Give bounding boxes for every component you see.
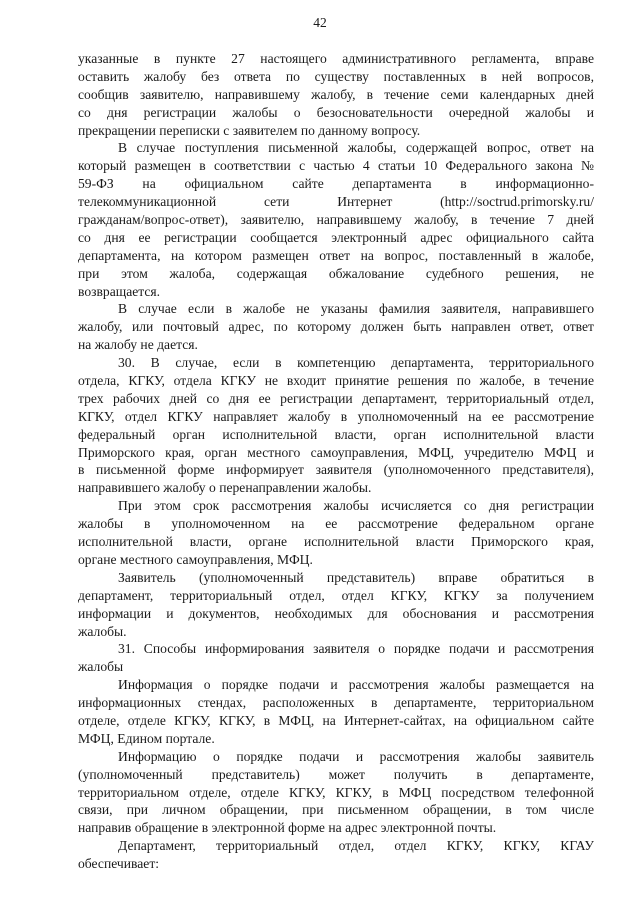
text-line: жалобы: [78, 659, 124, 675]
text-line: департамент, территориальный отдел, отдел КГКУ, КГКУ за получением: [78, 587, 594, 603]
text-line: который размещен в соответствии с частью 4 статьи 10 Федерального закона №: [78, 158, 594, 174]
text-line: обеспечивает:: [78, 856, 160, 872]
text-line: Приморского края, орган местного самоуправления, МФЦ, учредителю МФЦ и: [78, 444, 594, 460]
text-line: информационных стендах, расположенных в департаменте, территориальном: [78, 695, 594, 711]
text-line: федеральный орган исполнительной власти, орган исполнительной власти: [78, 426, 594, 442]
text-line: 30. В случае, если в компетенцию департамента, территориального: [118, 355, 594, 371]
text-line: Информация о порядке подачи и рассмотрения жалобы размещается на: [118, 677, 594, 693]
text-line: В случае если в жалобе не указаны фамилия заявителя, направившего: [118, 301, 594, 317]
text-line: сообщив заявителю, направившему жалобу, в течение семи календарных дней: [78, 86, 594, 102]
text-line: 31. Способы информирования заявителя о порядке подачи и рассмотрения: [118, 641, 594, 657]
document-body: [78, 50, 594, 873]
text-line: связи, при личном обращении, при письменном обращении, в том числе: [78, 802, 594, 818]
text-line: указанные в пункте 27 настоящего административного регламента, вправе: [78, 51, 594, 66]
text-line: прекращении переписки с заявителем по данному вопросу.: [78, 122, 421, 138]
text-line: При этом срок рассмотрения жалобы исчисляется со дня регистрации: [118, 498, 594, 514]
text-line: гражданам/вопрос-ответ), заявителю, направившему жалобу, в течение 7 дней: [78, 212, 594, 228]
text-line: возвращается.: [78, 283, 161, 299]
text-line: (уполномоченный представитель) может получить в департаменте,: [78, 766, 594, 782]
text-line: В случае поступления письменной жалобы, содержащей вопрос, ответ на: [118, 140, 594, 156]
text-line: КГКУ, отдел КГКУ направляет жалобу в уполномоченный на ее рассмотрение: [78, 408, 594, 424]
text-line: при этом жалоба, содержащая обжалование судебного решения, не: [78, 265, 594, 281]
page-number: 42: [313, 15, 327, 30]
text-line: со дня регистрации жалобы о безосновательности очередной жалобы и: [78, 104, 594, 120]
text-line: со дня ее регистрации сообщается электронный адрес официального сайта: [78, 229, 594, 245]
text-line: информации и документов, необходимых для обоснования и рассмотрения: [78, 605, 594, 621]
text-line: МФЦ, Едином портале.: [78, 730, 215, 746]
text-line: в письменной форме информирует заявителя (уполномоченного представителя),: [78, 462, 594, 478]
text-line: жалобы.: [78, 623, 127, 639]
text-line: трех рабочих дней со дня ее регистрации департамент, территориальный отдел,: [78, 390, 594, 406]
text-line: 59-ФЗ на официальном сайте департамента в информационно-: [78, 176, 594, 192]
text-line: Заявитель (уполномоченный представитель) вправе обратиться в: [118, 569, 594, 585]
text-line: органе местного самоуправления, МФЦ.: [78, 551, 313, 567]
text-line: жалобы в уполномоченном на ее рассмотрение федеральном органе: [78, 516, 594, 532]
text-line: территориальном отделе, отделе КГКУ, КГКУ, в МФЦ посредством телефонной: [78, 784, 594, 800]
text-line: исполнительной власти, органе исполнительной власти Приморского края,: [78, 534, 594, 550]
text-line: на жалобу не дается.: [78, 337, 198, 353]
text-line: Информацию о порядке подачи и рассмотрения жалобы заявитель: [118, 748, 594, 764]
text-line: оставить жалобу без ответа по существу поставленных в ней вопросов,: [78, 68, 594, 84]
text-line: Департамент, территориальный отдел, отдел КГКУ, КГКУ, КГАУ: [118, 838, 594, 854]
text-line: направившего жалобу о перенаправлении жалобы.: [78, 480, 372, 496]
text-line: направив обращение в электронной форме на адрес электронной почты.: [78, 820, 497, 836]
text-line: департамента, на котором размещен ответ на вопрос, поставленный в жалобе,: [78, 247, 594, 263]
text-line: жалобу, или почтовый адрес, по которому должен быть направлен ответ, ответ: [78, 319, 594, 335]
text-line: отдела, КГКУ, отдела КГКУ не входит принятие решения по жалобе, в течение: [78, 373, 594, 389]
text-line: отделе, отделе КГКУ, КГКУ, в МФЦ, на Интернет-сайтах, на официальном сайте: [78, 712, 594, 728]
text-line: телекоммуникационной сети Интернет (http://soctrud.primorsky.ru/: [78, 194, 594, 210]
